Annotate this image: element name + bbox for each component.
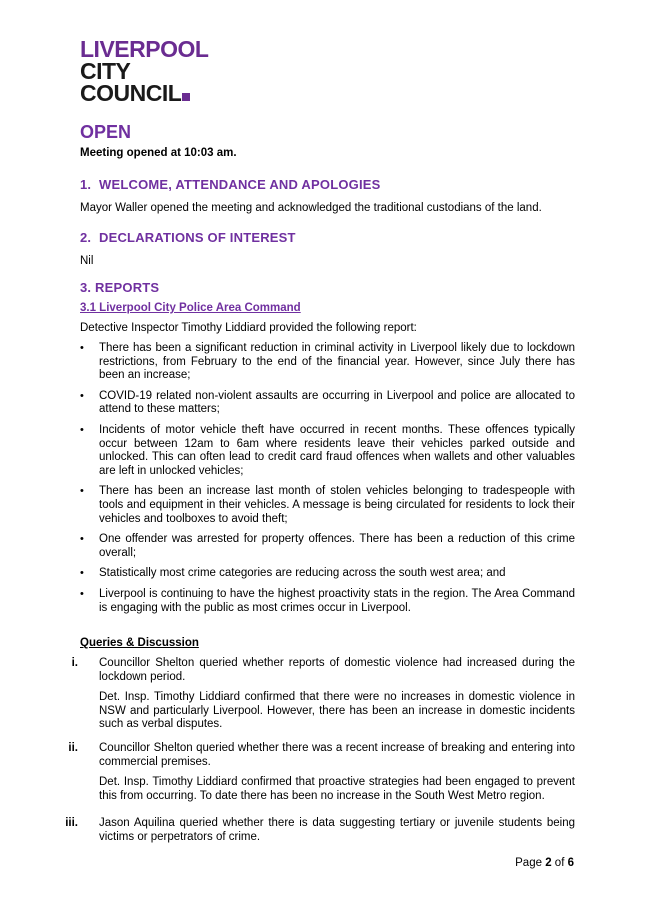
bullet-icon: • — [80, 389, 84, 402]
section-2-title: DECLARATIONS OF INTEREST — [99, 230, 296, 245]
bullet-icon: • — [80, 567, 84, 580]
bullet-icon: • — [80, 485, 84, 498]
query-number: ii. — [68, 742, 78, 754]
logo-line-city: CITY — [80, 58, 131, 84]
list-item — [80, 424, 575, 478]
query-item — [60, 817, 575, 844]
page-of-label: of — [554, 857, 565, 869]
bullet-text: COVID-19 related non-violent assaults are occurring in Liverpool and police are allocated to attend to these matters; — [99, 389, 575, 416]
query-question: Jason Aquilina queried whether there is data suggesting tertiary or juvenile students being victims or perpetrators of crime. — [99, 817, 575, 843]
bullet-text: Statistically most crime categories are reducing across the south west area; and — [99, 567, 506, 580]
bullet-icon: • — [80, 342, 84, 354]
logo-dot-icon — [182, 93, 190, 101]
bullet-icon: • — [80, 587, 84, 600]
bullet-text: There has been a significant reduction in criminal activity in Liverpool likely due to lockdown restrictions, from February to the end of the financial year. However, since July there has been an increase; — [99, 342, 575, 382]
query-question: Councillor Shelton queried whether reports of domestic violence had increased during the lockdown period. — [99, 657, 575, 683]
list-item — [80, 342, 575, 383]
page-number: 2 — [545, 857, 552, 869]
bullet-text: One offender was arrested for property offences. There has been a reduction of this crime overall; — [99, 533, 575, 559]
bullet-text: Liverpool is continuing to have the highest proactivity stats in the region. The Area Command is engaging with the public as most crimes occur in Liverpool. — [99, 587, 575, 614]
section-1-heading — [80, 177, 381, 192]
section-3-1-link[interactable]: 3.1 Liverpool City Police Area Command — [80, 302, 301, 314]
section-1-number: 1. — [80, 177, 92, 192]
list-item — [80, 588, 575, 615]
query-question: Councillor Shelton queried whether there was a recent increase of breaking and entering into commercial premises. — [99, 742, 575, 768]
query-number: i. — [71, 657, 78, 669]
query-item — [60, 657, 575, 732]
list-item — [80, 485, 575, 526]
logo-council-text: COUNCIL — [80, 80, 182, 106]
query-answer: Det. Insp. Timothy Liddiard confirmed that there were no increases in domestic violence in NSW and particularly Liverpool. However, there has been an increase in domestic incidents such as verbal disputes. — [99, 691, 575, 731]
logo-line-council — [80, 82, 208, 104]
section-1-text: Mayor Waller opened the meeting and acknowledged the traditional custodians of the land. — [80, 202, 542, 214]
section-2-text: Nil — [80, 255, 94, 267]
bullet-icon: • — [80, 423, 84, 436]
list-item — [80, 533, 575, 560]
council-logo — [80, 38, 208, 104]
report-intro: Detective Inspector Timothy Liddiard provided the following report: — [80, 322, 417, 334]
page-label: Page — [515, 857, 542, 869]
open-title: OPEN — [80, 122, 132, 142]
query-answer: Det. Insp. Timothy Liddiard confirmed that proactive strategies had been engaged to prevent this from occurring. To date there has been no increase in the South West Metro region. — [99, 776, 575, 802]
section-2-number: 2. — [80, 230, 92, 245]
page-total: 6 — [567, 857, 574, 869]
report-bullet-list — [80, 342, 575, 622]
queries-heading: Queries & Discussion — [80, 637, 199, 649]
query-number: iii. — [65, 817, 78, 829]
page-footer — [515, 857, 574, 869]
bullet-icon: • — [80, 533, 84, 546]
logo-line-liverpool: LIVERPOOL — [80, 36, 209, 62]
bullet-text: There has been an increase last month of stolen vehicles belonging to tradespeople with tools and equipment in their vehicles. A message is being circulated for residents to lock their vehicles and toolboxes to avoid theft; — [99, 485, 575, 525]
bullet-text: Incidents of motor vehicle theft have occurred in recent months. These offences typically occur between 12am to 6am where residents leave their vehicles parked outside and unlocked. This can often lead to credit card fraud offences when wallets and other valuables are left in unlocked vehicles; — [99, 423, 575, 477]
list-item — [80, 390, 575, 417]
section-2-heading — [80, 230, 296, 245]
section-1-title: WELCOME, ATTENDANCE AND APOLOGIES — [99, 177, 381, 192]
list-item — [80, 567, 575, 581]
section-3-heading: 3. REPORTS — [80, 280, 160, 295]
query-item — [60, 742, 575, 803]
meeting-opened-text: Meeting opened at 10:03 am. — [80, 147, 237, 159]
